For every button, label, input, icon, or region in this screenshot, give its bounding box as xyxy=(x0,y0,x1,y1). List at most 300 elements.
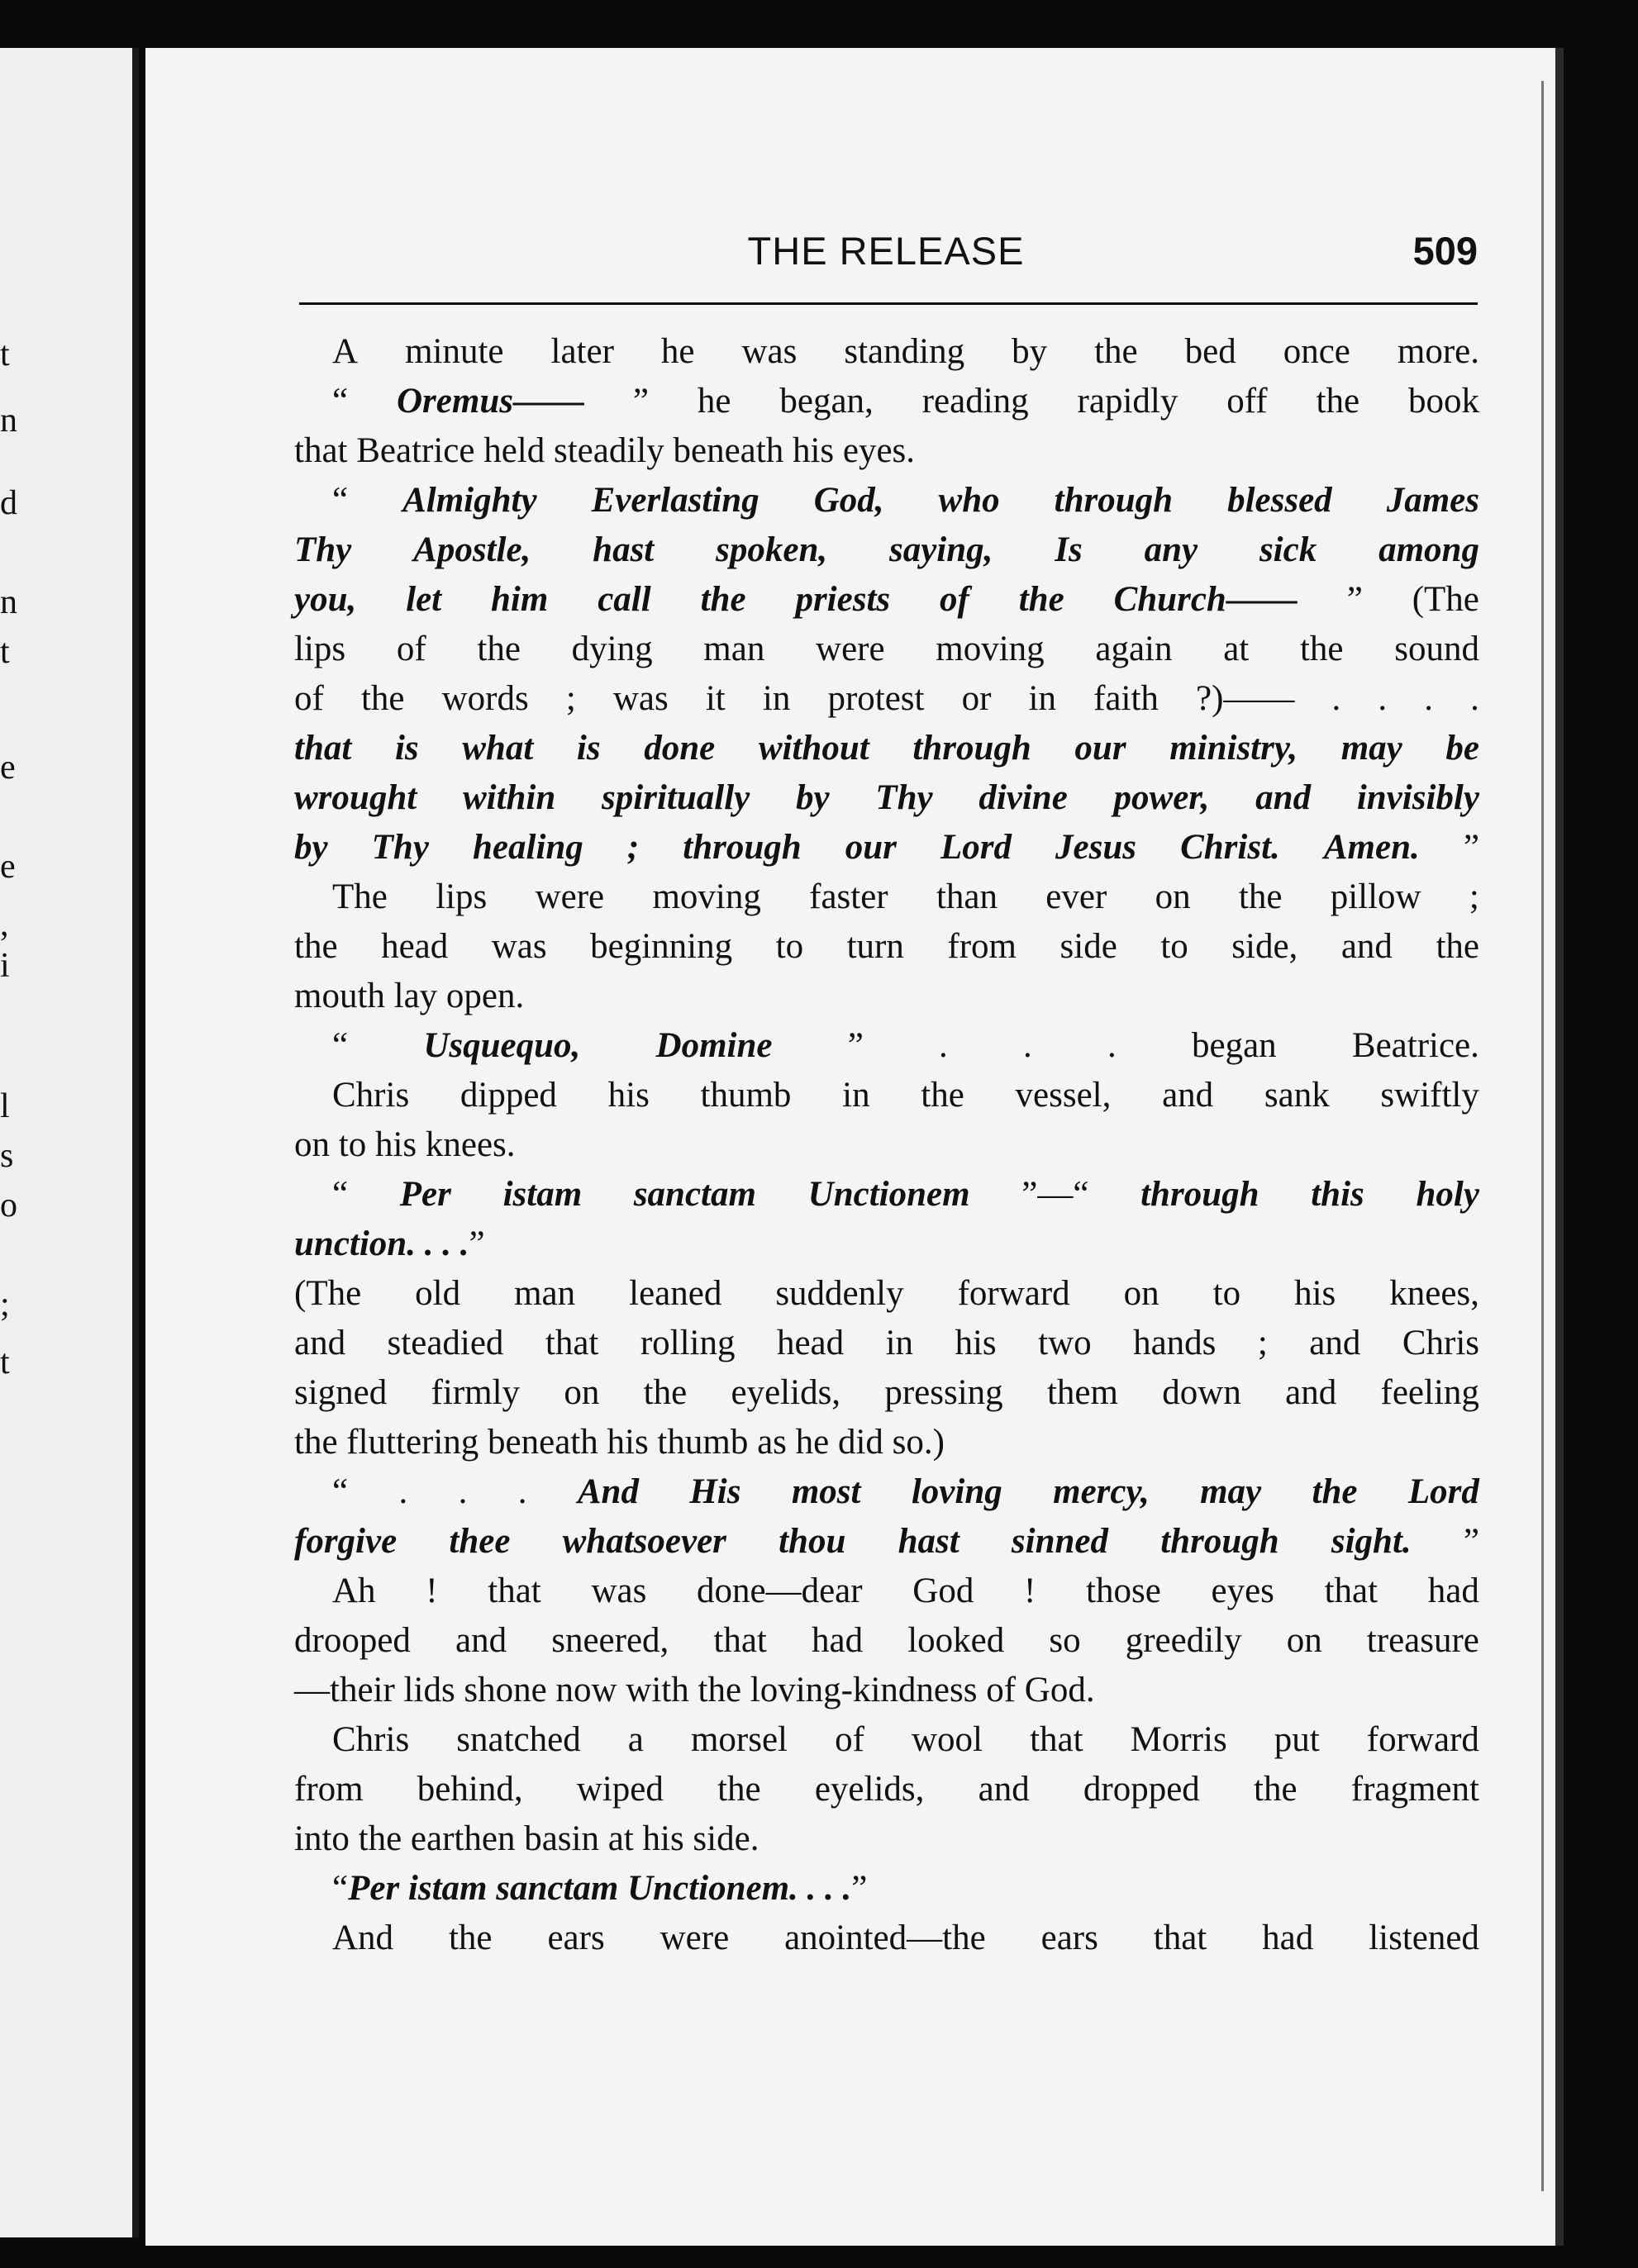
text-line xyxy=(294,1517,1479,1567)
text-word: had xyxy=(1262,1919,1314,1957)
text-word: is xyxy=(576,729,601,768)
text-word: steadied xyxy=(387,1324,504,1362)
text-word: side, xyxy=(1231,927,1298,966)
text-word: forgive xyxy=(294,1522,398,1561)
text-word: that xyxy=(713,1621,767,1660)
text-word: in xyxy=(885,1324,914,1362)
text-word: thou xyxy=(779,1522,846,1561)
left-page-glyph: n xyxy=(0,402,17,440)
text-line xyxy=(294,575,1479,625)
text-word: . xyxy=(1378,679,1388,718)
text-word: Chris xyxy=(332,1720,410,1759)
text-word: spoken, xyxy=(716,530,828,569)
text-word: and xyxy=(1309,1324,1361,1362)
text-word: through xyxy=(1140,1175,1259,1214)
text-word: the xyxy=(921,1076,964,1115)
text-word: them xyxy=(1046,1373,1118,1412)
text-word: he xyxy=(697,382,731,421)
text-word: had xyxy=(1427,1571,1479,1610)
text-line xyxy=(294,823,1479,872)
text-word: let xyxy=(406,580,442,619)
text-line xyxy=(294,1467,1479,1517)
text-word: reading xyxy=(921,382,1029,421)
text-segment: the fluttering beneath his thumb as he did so.) xyxy=(294,1423,945,1462)
text-word: sound xyxy=(1394,630,1479,668)
text-segment: Per istam sanctam Unctionem. . . . xyxy=(348,1869,852,1908)
text-word: forward xyxy=(957,1274,1070,1313)
text-line xyxy=(294,1220,1479,1269)
text-word: the xyxy=(360,679,405,718)
text-word: the xyxy=(1094,332,1138,371)
text-word: that xyxy=(1030,1720,1083,1759)
text-word: Thy xyxy=(294,530,352,569)
text-word: greedily xyxy=(1125,1621,1242,1660)
text-word: wrought xyxy=(294,778,417,817)
text-word: bed xyxy=(1184,332,1236,371)
text-word: moving xyxy=(936,630,1045,668)
running-head xyxy=(294,228,1478,278)
text-word: anointed—the xyxy=(784,1919,986,1957)
book-page xyxy=(145,48,1564,2246)
text-word: side xyxy=(1059,927,1117,966)
left-page-glyph: t xyxy=(0,335,10,373)
text-word: in xyxy=(842,1076,870,1115)
text-line xyxy=(294,1616,1479,1666)
text-segment: “ xyxy=(332,1869,349,1908)
text-word: the xyxy=(700,580,746,619)
text-word: on xyxy=(1155,877,1191,916)
text-word: the xyxy=(1436,927,1479,966)
text-word: Jesus xyxy=(1055,828,1137,867)
text-word: ”—“ xyxy=(1021,1175,1089,1214)
text-word: . xyxy=(458,1472,468,1511)
text-word: to xyxy=(1160,927,1188,966)
text-word: ; xyxy=(626,828,640,867)
text-line xyxy=(294,1071,1479,1120)
text-word: within xyxy=(462,778,556,817)
left-page-glyph: , xyxy=(0,906,9,944)
page-edge xyxy=(1555,48,1564,2246)
text-word: put xyxy=(1274,1720,1320,1759)
text-word: on xyxy=(1286,1621,1322,1660)
text-word: and xyxy=(294,1324,346,1362)
left-page-glyph: s xyxy=(0,1137,14,1175)
text-word: listened xyxy=(1369,1919,1479,1957)
text-line xyxy=(294,724,1479,773)
text-word: forward xyxy=(1366,1720,1479,1759)
text-word: moving xyxy=(652,877,761,916)
text-segment: mouth lay open. xyxy=(294,977,525,1015)
text-line xyxy=(294,426,1479,476)
text-word: morsel xyxy=(690,1720,788,1759)
text-word: Morris xyxy=(1130,1720,1227,1759)
text-word: eyelids, xyxy=(814,1770,925,1809)
text-word: through xyxy=(1160,1522,1279,1561)
text-word: ears xyxy=(547,1919,605,1957)
text-word: ; xyxy=(1257,1324,1268,1362)
text-line xyxy=(294,625,1479,674)
text-word: he xyxy=(660,332,695,371)
text-word: eyes xyxy=(1211,1571,1274,1610)
text-word: Apostle, xyxy=(413,530,531,569)
left-page-glyph: i xyxy=(0,947,10,985)
text-word: him xyxy=(491,580,549,619)
text-word: saying, xyxy=(888,530,993,569)
text-word: loving xyxy=(911,1472,1002,1511)
text-word: and xyxy=(1340,927,1393,966)
text-word: thee xyxy=(449,1522,511,1561)
text-line xyxy=(294,1021,1479,1071)
text-word: healing xyxy=(473,828,583,867)
text-word: off xyxy=(1226,382,1268,421)
text-word: through xyxy=(912,729,1031,768)
text-word: invisibly xyxy=(1356,778,1479,817)
text-word: the xyxy=(294,927,338,966)
text-word: the xyxy=(643,1373,688,1412)
text-word: protest xyxy=(827,679,925,718)
text-word: eyelids, xyxy=(731,1373,841,1412)
text-word: “ xyxy=(332,382,349,421)
text-word: in xyxy=(762,679,791,718)
text-word: those xyxy=(1086,1571,1161,1610)
text-word: that xyxy=(1324,1571,1378,1610)
text-word: Oremus—— xyxy=(397,382,584,421)
text-word: most xyxy=(791,1472,861,1511)
text-word: power, xyxy=(1113,778,1210,817)
left-page-glyph: e xyxy=(0,749,16,787)
body-text xyxy=(294,327,1479,1963)
text-word: so xyxy=(1049,1621,1081,1660)
text-word: and xyxy=(1255,778,1312,817)
text-line xyxy=(294,1914,1479,1963)
text-word: firmly xyxy=(431,1373,521,1412)
text-line xyxy=(294,377,1479,426)
text-word: head xyxy=(776,1324,845,1362)
text-word: our xyxy=(845,828,897,867)
text-word: James xyxy=(1386,481,1479,520)
text-segment: —their lids shone now with the loving-kindness of God. xyxy=(294,1671,1095,1709)
text-word: “ xyxy=(332,1175,349,1214)
text-word: the xyxy=(717,1770,761,1809)
running-title: THE RELEASE xyxy=(747,229,1025,273)
text-word: and xyxy=(455,1621,507,1660)
text-word: may xyxy=(1200,1472,1262,1511)
text-word: by xyxy=(1012,332,1048,371)
left-page-glyph: d xyxy=(0,484,17,522)
text-word: Per xyxy=(399,1175,451,1214)
text-word: the xyxy=(1238,877,1283,916)
text-word: began xyxy=(1191,1026,1277,1065)
text-word: had xyxy=(811,1621,864,1660)
text-word: the xyxy=(477,630,521,668)
text-word: “ xyxy=(332,1472,349,1511)
text-segment: ” xyxy=(851,1869,868,1908)
previous-page-fragment xyxy=(0,48,139,2237)
left-page-glyph: n xyxy=(0,583,17,621)
text-line xyxy=(294,1864,1479,1914)
text-word: of xyxy=(294,679,324,718)
text-word: his xyxy=(955,1324,997,1362)
text-word: feeling xyxy=(1380,1373,1479,1412)
text-word: wool xyxy=(911,1720,983,1759)
text-word: the xyxy=(1018,580,1064,619)
left-page-glyph: ; xyxy=(0,1286,10,1324)
text-word: sank xyxy=(1264,1076,1330,1115)
text-word: (The xyxy=(1412,580,1479,619)
text-word: turn xyxy=(846,927,904,966)
text-word: ! xyxy=(1024,1571,1036,1610)
text-word: to xyxy=(1212,1274,1241,1313)
text-word: And xyxy=(577,1472,639,1511)
text-word: Unctionem xyxy=(807,1175,970,1214)
page-edge-shadow xyxy=(1541,81,1544,2191)
text-word: this xyxy=(1311,1175,1364,1214)
text-segment: unction. . . . xyxy=(294,1224,469,1263)
text-word: in xyxy=(1028,679,1056,718)
text-word: two xyxy=(1038,1324,1092,1362)
text-word: snatched xyxy=(456,1720,581,1759)
text-word: head xyxy=(381,927,449,966)
text-word: was xyxy=(591,1571,647,1610)
text-word: rolling xyxy=(640,1324,736,1362)
text-word: . xyxy=(1470,679,1479,718)
text-line xyxy=(294,1814,1479,1864)
text-line xyxy=(294,1368,1479,1418)
text-line xyxy=(294,1319,1479,1368)
text-word: drooped xyxy=(294,1621,411,1660)
text-word: ” xyxy=(1346,580,1363,619)
text-word: fragment xyxy=(1350,1770,1479,1809)
text-word: Chris xyxy=(1402,1324,1479,1362)
text-line xyxy=(294,525,1479,575)
text-line xyxy=(294,773,1479,823)
text-word: pressing xyxy=(884,1373,1003,1412)
text-word: that xyxy=(1153,1919,1207,1957)
text-word: priests xyxy=(795,580,891,619)
text-word: God, xyxy=(813,481,884,520)
text-word: that xyxy=(488,1571,541,1610)
text-line xyxy=(294,674,1479,724)
text-word: The xyxy=(332,877,388,916)
text-word: sinned xyxy=(1011,1522,1109,1561)
left-page-glyph: l xyxy=(0,1087,10,1125)
text-word: who xyxy=(938,481,1000,520)
text-word: later xyxy=(550,332,614,371)
text-word: leaned xyxy=(629,1274,722,1313)
text-word: at xyxy=(1223,630,1250,668)
text-word: Thy xyxy=(371,828,429,867)
text-word: that xyxy=(545,1324,599,1362)
text-word: sick xyxy=(1259,530,1317,569)
left-page-glyph: t xyxy=(0,633,10,671)
text-word: Is xyxy=(1055,530,1083,569)
text-word: Lord xyxy=(1407,1472,1479,1511)
text-word: began, xyxy=(779,382,874,421)
text-word: A xyxy=(332,332,359,371)
text-word: any xyxy=(1144,530,1198,569)
text-word: the xyxy=(1316,382,1360,421)
text-word: minute xyxy=(405,332,504,371)
text-word: was xyxy=(491,927,547,966)
text-word: treasure xyxy=(1366,1621,1479,1660)
text-word: Usquequo, xyxy=(423,1026,581,1065)
text-word: his xyxy=(1294,1274,1336,1313)
text-word: the xyxy=(448,1919,493,1957)
text-word: done xyxy=(644,729,716,768)
text-word: may xyxy=(1340,729,1402,768)
header-rule xyxy=(299,302,1478,305)
text-word: words xyxy=(441,679,529,718)
text-word: His xyxy=(689,1472,741,1511)
text-word: spiritually xyxy=(602,778,750,817)
text-word: were xyxy=(659,1919,730,1957)
text-word: the xyxy=(1312,1472,1358,1511)
text-line xyxy=(294,1269,1479,1319)
text-word: . xyxy=(1331,679,1341,718)
text-word: call xyxy=(598,580,651,619)
text-line xyxy=(294,1715,1479,1765)
text-word: and xyxy=(978,1770,1030,1809)
left-page-glyph: o xyxy=(0,1186,17,1224)
text-word: Everlasting xyxy=(591,481,759,520)
text-word: lips xyxy=(294,630,346,668)
text-word: and xyxy=(1162,1076,1214,1115)
text-word: were xyxy=(816,630,885,668)
text-word: ” xyxy=(847,1026,864,1065)
text-word: . xyxy=(1023,1026,1032,1065)
text-word: looked xyxy=(907,1621,1005,1660)
text-word: on xyxy=(564,1373,600,1412)
text-word: to xyxy=(775,927,804,966)
text-word: it xyxy=(705,679,726,718)
text-word: by xyxy=(795,778,830,817)
text-word: the xyxy=(1254,1770,1298,1809)
text-word: blessed xyxy=(1227,481,1332,520)
text-segment: that Beatrice held steadily beneath his eyes. xyxy=(294,431,916,470)
text-word: (The xyxy=(294,1274,362,1313)
text-word: And xyxy=(332,1919,394,1957)
text-line xyxy=(294,872,1479,922)
text-word: ! xyxy=(426,1571,438,1610)
text-word: without xyxy=(758,729,869,768)
text-word: holy xyxy=(1416,1175,1479,1214)
text-word: Chris xyxy=(332,1076,410,1115)
text-word: more. xyxy=(1397,332,1479,371)
text-word: ears xyxy=(1040,1919,1098,1957)
text-segment: on to his knees. xyxy=(294,1125,516,1164)
text-segment: into the earthen basin at his side. xyxy=(294,1819,759,1858)
text-word: mercy, xyxy=(1053,1472,1150,1511)
text-line xyxy=(294,1120,1479,1170)
text-word: Church—— xyxy=(1113,580,1298,619)
text-word: you, xyxy=(294,580,357,619)
text-word: signed xyxy=(294,1373,388,1412)
text-word: sneered, xyxy=(551,1621,669,1660)
text-word: divine xyxy=(979,778,1068,817)
text-word: istam xyxy=(502,1175,583,1214)
text-word: knees, xyxy=(1389,1274,1479,1313)
text-word: God xyxy=(912,1571,974,1610)
text-line xyxy=(294,1567,1479,1616)
text-word: through xyxy=(1054,481,1174,520)
text-word: Domine xyxy=(655,1026,773,1065)
text-word: Christ. xyxy=(1180,828,1280,867)
text-word: Beatrice. xyxy=(1351,1026,1479,1065)
text-segment: ” xyxy=(469,1224,485,1263)
text-word: faith xyxy=(1093,679,1159,718)
text-word: book xyxy=(1408,382,1479,421)
text-line xyxy=(294,1418,1479,1467)
text-word: was xyxy=(612,679,669,718)
text-word: ” xyxy=(632,382,649,421)
left-page-glyph: t xyxy=(0,1343,10,1381)
text-word: behind, xyxy=(417,1770,523,1809)
text-line xyxy=(294,1666,1479,1715)
text-word: beginning xyxy=(590,927,733,966)
text-word: whatsoever xyxy=(562,1522,726,1561)
text-word: Thy xyxy=(875,778,933,817)
page-number: 509 xyxy=(1412,229,1478,273)
text-line xyxy=(294,922,1479,972)
text-word: ever xyxy=(1045,877,1107,916)
text-word: Lord xyxy=(940,828,1012,867)
text-word: man xyxy=(703,630,765,668)
text-word: of xyxy=(940,580,969,619)
text-word: once xyxy=(1283,332,1350,371)
text-word: down xyxy=(1162,1373,1241,1412)
text-word: ” xyxy=(1463,1522,1479,1561)
text-word: his xyxy=(607,1076,650,1115)
text-word: dropped xyxy=(1083,1770,1200,1809)
text-word: . xyxy=(1424,679,1433,718)
text-word: standing xyxy=(844,332,965,371)
page-gutter xyxy=(132,48,139,2237)
text-word: on xyxy=(1123,1274,1159,1313)
text-word: was xyxy=(741,332,798,371)
text-word: . xyxy=(939,1026,948,1065)
text-word: from xyxy=(947,927,1017,966)
text-word: hands xyxy=(1133,1324,1217,1362)
text-word: than xyxy=(936,877,998,916)
text-word: man xyxy=(514,1274,576,1313)
text-word: or xyxy=(961,679,992,718)
text-line xyxy=(294,476,1479,525)
text-word: sanctam xyxy=(633,1175,756,1214)
text-word: wiped xyxy=(576,1770,664,1809)
text-word: ; xyxy=(565,679,576,718)
text-word: ; xyxy=(1469,877,1479,916)
text-word: pillow xyxy=(1330,877,1421,916)
text-line xyxy=(294,327,1479,377)
text-word: of xyxy=(396,630,426,668)
text-word: be xyxy=(1445,729,1479,768)
left-page-glyph: e xyxy=(0,848,16,886)
text-word: by xyxy=(294,828,328,867)
text-word: sight. xyxy=(1331,1522,1412,1561)
text-word: old xyxy=(415,1274,461,1313)
text-word: is xyxy=(394,729,419,768)
text-word: and xyxy=(1285,1373,1337,1412)
text-line xyxy=(294,972,1479,1021)
text-word: through xyxy=(683,828,802,867)
text-word: rapidly xyxy=(1077,382,1179,421)
text-word: from xyxy=(294,1770,364,1809)
text-word: ” xyxy=(1463,828,1479,867)
text-word: thumb xyxy=(700,1076,792,1115)
text-word: swiftly xyxy=(1380,1076,1479,1115)
text-word: vessel, xyxy=(1015,1076,1112,1115)
text-word: dying xyxy=(571,630,653,668)
